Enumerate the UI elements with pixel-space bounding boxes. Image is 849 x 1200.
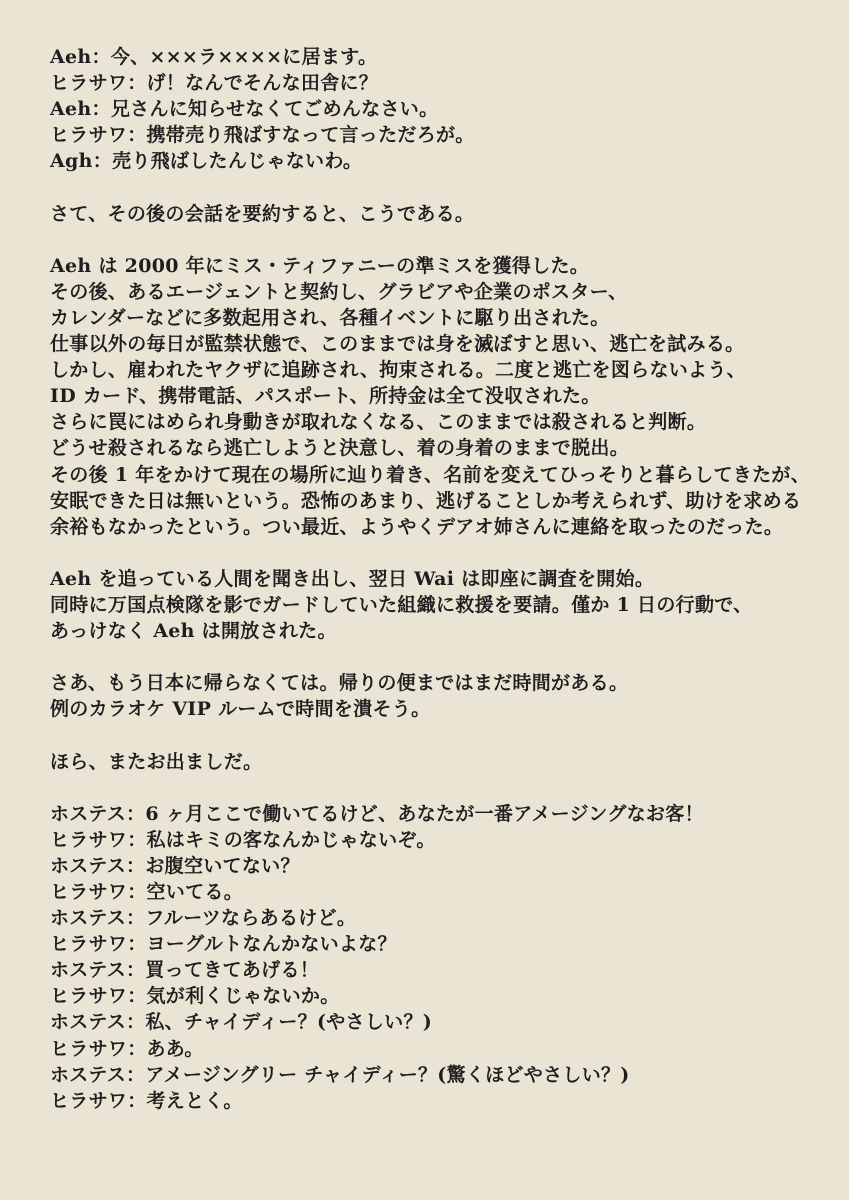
summary-paragraph — [50, 253, 820, 540]
dialogue-line: ヒラサワ：げ！なんでそんな田舎に？ — [50, 72, 379, 95]
hostess-dialogue — [50, 801, 820, 1114]
dialogue-line: ヒラサワ：携帯売り飛ばすなって言っただろが。 — [50, 124, 475, 147]
dialogue-line: ヒラサワ：ああ。 — [50, 1037, 204, 1060]
paragraph-gap — [50, 174, 820, 200]
dialogue-line: ヒラサワ：ヨーグルトなんかないよな？ — [50, 933, 397, 956]
return-line: 例のカラオケ VIP ルームで時間を潰そう。 — [50, 698, 431, 721]
paragraph-gap — [50, 540, 820, 566]
summary-line: 余裕もなかったという。つい最近、ようやくデアオ姉さんに連絡を取ったのだった。 — [50, 515, 784, 538]
summary-line: しかし、雇われたヤクザに追跡され、拘束される。二度と逃亡を図らないよう、 — [50, 359, 746, 382]
dialogue-line: ヒラサワ：私はキミの客なんかじゃないぞ。 — [50, 828, 436, 851]
summary-line: その後、あるエージェントと契約し、グラビアや企業のポスター、 — [50, 280, 628, 303]
appear-line: ほら、またお出ましだ。 — [50, 750, 263, 773]
dialogue-line: Agh：売り飛ばしたんじゃないわ。 — [50, 150, 363, 173]
paragraph-gap — [50, 722, 820, 748]
dialogue-line: ホステス：私、チャイディー？(やさしい？) — [50, 1011, 433, 1034]
dialogue-line: ホステス：アメージングリー チャイディー？(驚くほどやさしい？) — [50, 1063, 630, 1086]
summary-line: さらに罠にはめられ身動きが取れなくなる、このままでは殺されると判断。 — [50, 411, 707, 434]
paragraph-gap — [50, 644, 820, 670]
rescue-line: Aeh を追っている人間を聞き出し、翌日 Wai は即座に調査を開始。 — [50, 567, 655, 590]
dialogue-line: ホステス：6 ヶ月ここで働いてるけど、あなたが一番アメージングなお客！ — [50, 802, 704, 825]
rescue-line: あっけなく Aeh は開放された。 — [50, 620, 337, 643]
dialogue-line: Aeh：兄さんに知らせなくてごめんなさい。 — [50, 98, 439, 121]
return-line: さあ、もう日本に帰らなくては。帰りの便まではまだ時間がある。 — [50, 672, 629, 695]
rescue-paragraph — [50, 566, 820, 644]
dialogue-line: ホステス：お腹空いてない？ — [50, 854, 300, 877]
dialogue-line: ヒラサワ：空いてる。 — [50, 881, 244, 903]
paragraph-gap — [50, 775, 820, 801]
summary-line: どうせ殺されるなら逃亡しようと決意し、着の身着のままで脱出。 — [50, 437, 630, 460]
return-paragraph — [50, 670, 820, 722]
document-body — [50, 44, 820, 1114]
dialogue-line: ヒラサワ：考えとく。 — [50, 1089, 243, 1112]
dialogue-line: ホステス：買ってきてあげる！ — [50, 959, 320, 982]
summary-line: その後 1 年をかけて現在の場所に辿り着き、名前を変えてひっそりと暮らしてきたが、 — [50, 463, 810, 486]
dialogue-line: Aeh：今、×××ラ××××に居ます。 — [50, 46, 378, 68]
summary-intro: さて、その後の会話を要約すると、こうである。 — [50, 202, 475, 225]
summary-line: 安眠できた日は無いという。恐怖のあまり、逃げることしか考えられず、助けを求める — [50, 489, 802, 512]
dialogue-line: ホステス：フルーツならあるけど。 — [50, 907, 357, 930]
rescue-line: 同時に万国点検隊を影でガードしていた組織に救援を要請。僅か 1 日の行動で、 — [50, 593, 753, 616]
summary-line: ID カード、携帯電話、パスポート、所持金は全て没収された。 — [50, 385, 601, 408]
intro-dialogue — [50, 44, 820, 174]
paragraph-gap — [50, 227, 820, 253]
summary-line: カレンダーなどに多数起用され、各種イベントに駆り出された。 — [50, 306, 610, 329]
dialogue-line: ヒラサワ：気が利くじゃないか。 — [50, 985, 340, 1008]
summary-line: 仕事以外の毎日が監禁状態で、このままでは身を滅ぼすと思い、逃亡を試みる。 — [50, 333, 745, 356]
summary-line: Aeh は 2000 年にミス・ティファニーの準ミスを獲得した。 — [50, 254, 590, 277]
